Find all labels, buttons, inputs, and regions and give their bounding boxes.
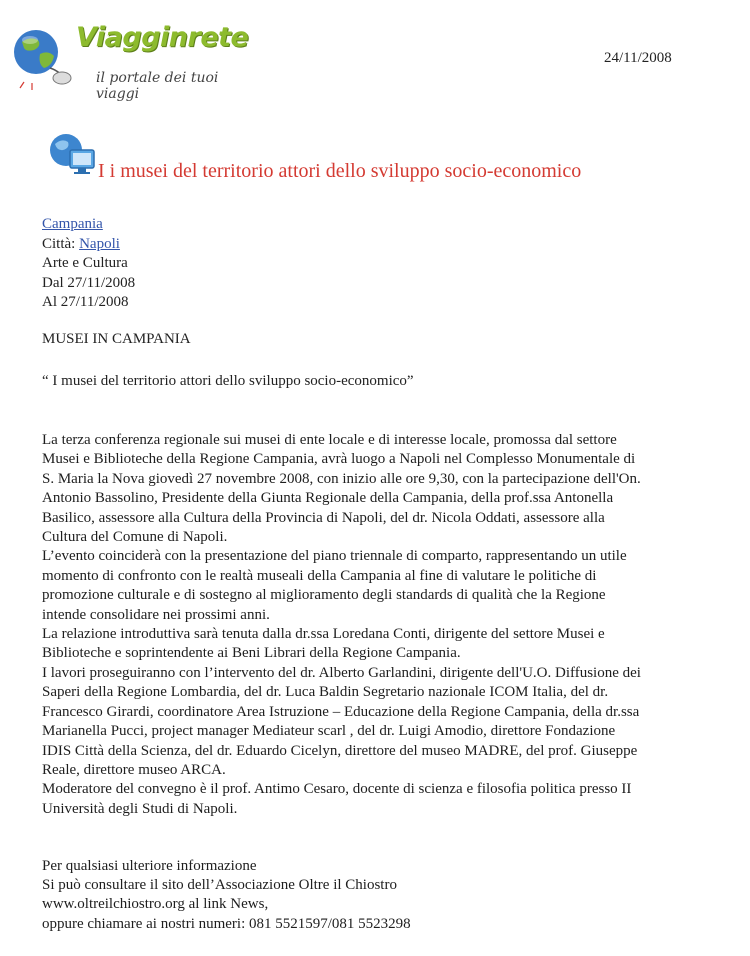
body-line: I lavori proseguiranno con l’intervento del dr. Alberto Garlandini, dirigente dell'U.O. Diffusione dei bbox=[42, 664, 641, 681]
contact-phone: oppure chiamare ai nostri numeri: 081 5521597/081 5523298 bbox=[42, 915, 411, 932]
city-label: Città: bbox=[42, 235, 76, 252]
body-line: S. Maria la Nova giovedì 27 novembre 2008, con inizio alle ore 9,30, con la partecipazione dell'On. bbox=[42, 470, 641, 487]
body-line: Cultura del Comune di Napoli. bbox=[42, 529, 228, 546]
body-line: IDIS Città della Scienza, del dr. Eduardo Cicelyn, direttore del museo MADRE, del prof. Giuseppe bbox=[42, 742, 638, 759]
body-line: intende consolidare nei prossimi anni. bbox=[42, 606, 270, 623]
body-line: Musei e Biblioteche della Regione Campania, avrà luogo a Napoli nel Complesso Monumentale di bbox=[42, 451, 636, 468]
date-to: Al 27/11/2008 bbox=[42, 294, 129, 311]
body-line: La relazione introduttiva sarà tenuta dalla dr.ssa Loredana Conti, dirigente del settore Musei e bbox=[42, 626, 605, 643]
date-from: Dal 27/11/2008 bbox=[42, 274, 136, 291]
body-line: Saperi della Regione Lombardia, del dr. Luca Baldin Segretario nazionale ICOM Italia, del dr. bbox=[42, 684, 609, 701]
body-line: momento di confronto con le realtà museali della Campania al fine di valutare le politiche di bbox=[42, 567, 597, 584]
category: Arte e Cultura bbox=[42, 255, 128, 272]
contact-info bbox=[42, 857, 411, 934]
event-meta bbox=[42, 215, 135, 313]
contact-website: www.oltreilchiostro.org al link News, bbox=[42, 896, 269, 913]
article-quote: “ I musei del territorio attori dello sviluppo socio-economico” bbox=[42, 373, 414, 389]
brand-name: Viagginrete bbox=[76, 22, 249, 53]
body-line: Marianella Pucci, project manager Mediateur scarl , del dr. Luigi Amodio, direttore Fondazione bbox=[42, 723, 616, 740]
city-link[interactable]: Napoli bbox=[79, 235, 120, 252]
contact-line: Si può consultare il sito dell’Associazione Oltre il Chiostro bbox=[42, 877, 397, 894]
body-line: Francesco Girardi, coordinatore Area Istruzione – Educazione della Regione Campania, della dr.ssa bbox=[42, 703, 640, 720]
body-line: Basilico, assessore alla Cultura della Provincia di Napoli, del dr. Nicola Oddati, assessore alla bbox=[42, 509, 605, 526]
contact-line: Per qualsiasi ulteriore informazione bbox=[42, 858, 257, 874]
body-line: Antonio Bassolino, Presidente della Giunta Regionale della Campania, della prof.ssa Antonella bbox=[42, 490, 614, 507]
body-line: La terza conferenza regionale sui musei di ente locale e di interesse locale, promossa dal settore bbox=[42, 432, 617, 448]
brand-logo[interactable] bbox=[10, 22, 260, 102]
article-title: I i musei del territorio attori dello sviluppo socio-economico bbox=[98, 160, 582, 182]
region-link[interactable]: Campania bbox=[42, 216, 103, 232]
body-line: Università degli Studi di Napoli. bbox=[42, 800, 238, 817]
section-heading: MUSEI IN CAMPANIA bbox=[42, 331, 191, 347]
globe-mouse-icon bbox=[10, 26, 74, 90]
body-line: L’evento coinciderà con la presentazione del piano triennale di comparto, rappresentando un utile bbox=[42, 548, 627, 565]
document-date: 24/11/2008 bbox=[604, 50, 672, 66]
article-body bbox=[42, 431, 742, 819]
body-line: Biblioteche e soprintendente ai Beni Librari della Regione Campania. bbox=[42, 645, 461, 662]
body-line: promozione culturale e di sostegno al miglioramento degli standards di qualità che la Regione bbox=[42, 587, 606, 604]
brand-tagline: il portale dei tuoi viaggi bbox=[96, 70, 219, 102]
globe-monitor-icon bbox=[46, 130, 98, 178]
body-line: Moderatore del convegno è il prof. Antimo Cesaro, docente di scienza e filosofia politica presso II bbox=[42, 781, 632, 798]
body-line: Reale, direttore museo ARCA. bbox=[42, 761, 226, 778]
